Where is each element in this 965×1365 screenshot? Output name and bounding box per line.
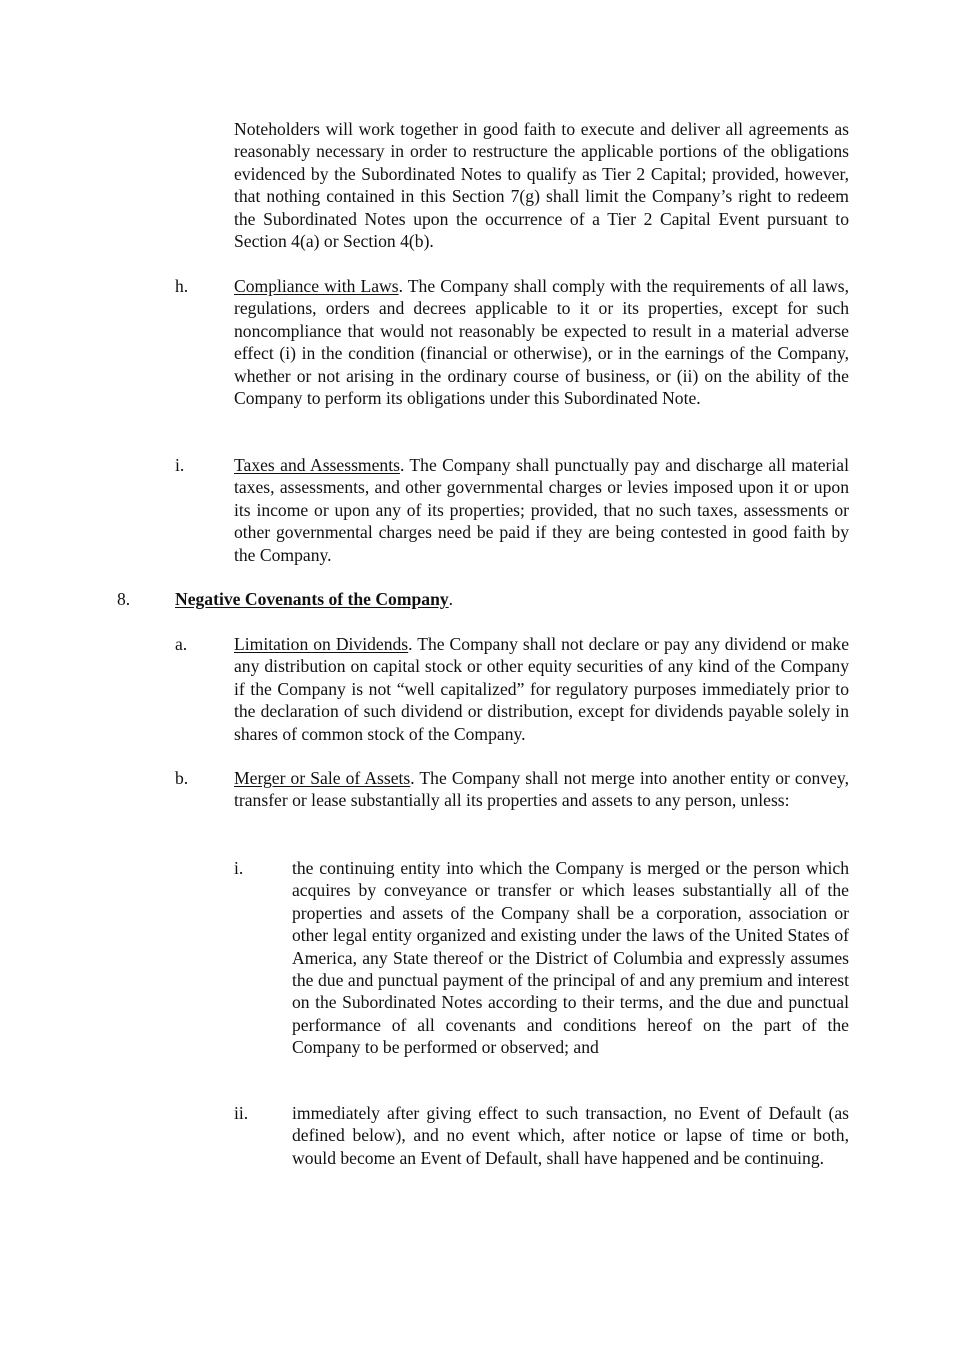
item-a-heading: Limitation on Dividends (234, 634, 409, 654)
sub-item-ii-paragraph (292, 1102, 849, 1169)
item-a-paragraph (234, 633, 849, 745)
item-i-heading: Taxes and Assessments (234, 455, 400, 475)
item-i-text: . The Company shall punctually pay and discharge all material taxes, assessments, and other governmental charges or levies imposed upon it or upon its income or upon any of its properties; provided, that no such taxes, assessments or other governmental charges need be paid if they are being contested in good faith by the Company. (234, 455, 849, 565)
section-8-number: 8. (117, 589, 131, 609)
item-b-label: b. (175, 768, 189, 788)
item-i-label: i. (175, 455, 185, 475)
continuation-paragraph (234, 118, 849, 252)
item-h-label: h. (175, 276, 189, 296)
item-i-paragraph (234, 454, 849, 566)
item-b-text: . The Company shall not merge into another entity or convey, transfer or lease substantially all its properties and assets to any person, unless: (234, 768, 849, 811)
item-b-paragraph (234, 767, 849, 812)
sub-item-ii-label: ii. (234, 1103, 249, 1123)
sub-item-ii-text: immediately after giving effect to such transaction, no Event of Default (as defined below), and no event which, after notice or lapse of time or both, would become an Event of Default, shall have happened and be continuing. (292, 1103, 849, 1168)
sub-item-i-text: the continuing entity into which the Company is merged or the person which acquires by conveyance or transfer or which leases substantially all of the properties and assets of the Company shall be a corporation, association or other legal entity organized and existing under the laws of the United States of America, any State thereof or the District of Columbia and expressly assumes the due and punctual payment of the principal of and any premium and interest on the Subordinated Notes according to their terms, and the due and punctual performance of all covenants and conditions hereof on the part of the Company to be performed or observed; and (292, 858, 849, 1058)
section-8-heading: Negative Covenants of the Company (175, 589, 449, 609)
item-h-paragraph (234, 275, 849, 409)
item-a-text: . The Company shall not declare or pay any dividend or make any distribution on capital stock or other equity securities of any kind of the Company if the Company is not “well capitalized” for regulatory purposes immediately prior to the declaration of such dividend or distribution, except for dividends payable solely in shares of common stock of the Company. (234, 634, 849, 744)
continuation-text: Noteholders will work together in good faith to execute and deliver all agreements as reasonably necessary in order to restructure the applicable portions of the obligations evidenced by the Subordinated Notes to qualify as Tier 2 Capital; provided, however, that nothing contained in this Section 7(g) shall limit the Company’s right to redeem the Subordinated Notes upon the occurrence of a Tier 2 Capital Event pursuant to Section 4(a) or Section 4(b). (234, 119, 849, 252)
section-8-heading-line (175, 588, 453, 610)
sub-item-i-paragraph (292, 857, 849, 1059)
item-b-heading: Merger or Sale of Assets (234, 768, 411, 788)
item-h-heading: Compliance with Laws (234, 276, 399, 296)
sub-item-i-label: i. (234, 858, 244, 878)
section-8-heading-trail: . (448, 589, 454, 609)
item-a-label: a. (175, 634, 188, 654)
item-h-text: . The Company shall comply with the requirements of all laws, regulations, orders and decrees applicable to it or its properties, except for such noncompliance that would not reasonably be expected to result in a material adverse effect (i) in the condition (financial or otherwise), or in the earnings of the Company, whether or not arising in the ordinary course of business, or (ii) on the ability of the Company to perform its obligations under this Subordinated Note. (234, 276, 849, 409)
